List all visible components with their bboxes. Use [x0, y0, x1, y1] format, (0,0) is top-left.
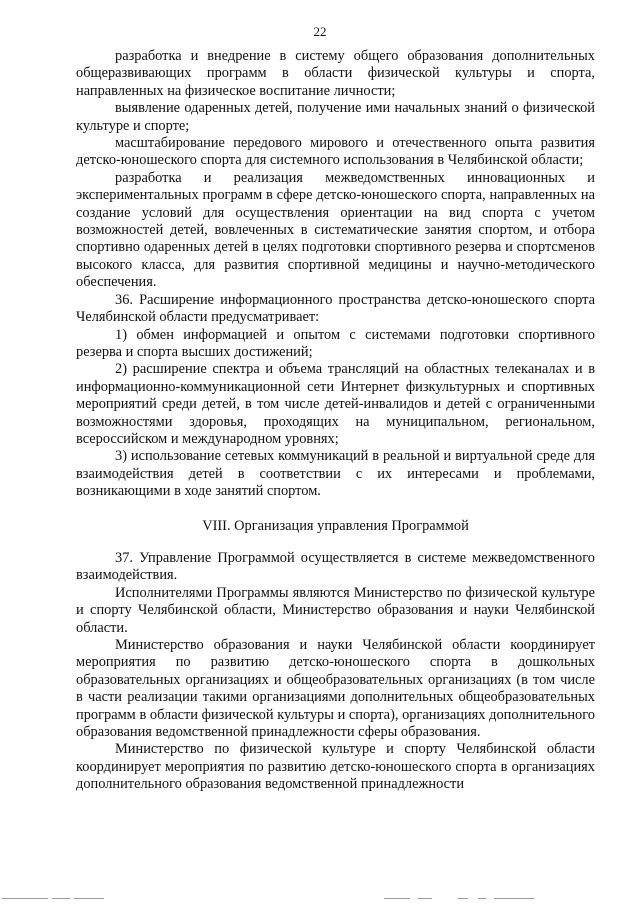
body-text [76, 48, 595, 794]
paragraph: 1) обмен информацией и опытом с системами подготовки спортивного резерва и спорта высших достижений; [76, 326, 595, 360]
section-heading: VIII. Организация управления Программой [202, 517, 469, 534]
paragraph: разработка и реализация межведомственных инновационных и экспериментальных программ в сфере детско-юношеского спорта, направленных на создание условий для осуществления ориентации на вид спорта с учетом возможностей детей, вовлеченных в систематические занятия спортом, и отбора спортивно одаренных детей в целях подготовки спортивного резерва и спортсменов высокого класса, для развития спортивной медицины и научно-методического обеспечения. [76, 169, 595, 291]
paragraph: разработка и внедрение в систему общего образования дополнительных общеразвивающих программ в области физической культуры и спорта, направленных на физическое воспитание личности; [76, 48, 595, 99]
paragraph: 2) расширение спектра и объема трансляций на областных телеканалах и в информационно-коммуникационной сети Интернет физкультурных и спортивных мероприятий среди детей, в том числе детей-инвалидов и детей с ограниченными возможностями здоровья, проходящих на муниципальном, региональном, всероссийском и международном уровнях; [76, 361, 595, 447]
paragraph: Исполнителями Программы являются Министерство по физической культуре и спорту Челябинской области, Министерство образования и науки Челябинской области. [76, 584, 595, 636]
paragraph-item-37: 37. Управление Программой осуществляется в системе межведомственного взаимодействия. [76, 549, 595, 584]
paragraph: выявление одаренных детей, получение ими начальных знаний о физической культуре и спорте; [76, 100, 595, 134]
paragraph: Министерство образования и науки Челябинской области координирует мероприятия по развитию детско-юношеского спорта в дошкольных образовательных организациях и общеобразовательных организациях (в том числе в части реализации такими организациями дополнительных общеобразовательных программ в области физической культуры и спорта), организациях дополнительного образования ведомственной принадлежности сферы образования. [76, 637, 595, 741]
scan-artifact-marks [0, 897, 640, 901]
paragraph: Министерство по физической культуре и спорту Челябинской области координирует мероприятия по развитию детско-юношеского спорта в организациях дополнительного образования ведомственной принадлежности [76, 741, 595, 793]
paragraph: 3) использование сетевых коммуникаций в реальной и виртуальной среде для взаимодействия детей в соответствии с их интересами и проблемами, возникающими в ходе занятий спортом. [76, 448, 595, 500]
paragraph: масштабирование передового мирового и отечественного опыта развития детско-юношеского спорта для системного использования в Челябинской области; [76, 135, 595, 169]
paragraph-item-36: 36. Расширение информационного пространства детско-юношеского спорта Челябинской области предусматривает: [76, 291, 595, 326]
page-number: 22 [313, 24, 327, 39]
